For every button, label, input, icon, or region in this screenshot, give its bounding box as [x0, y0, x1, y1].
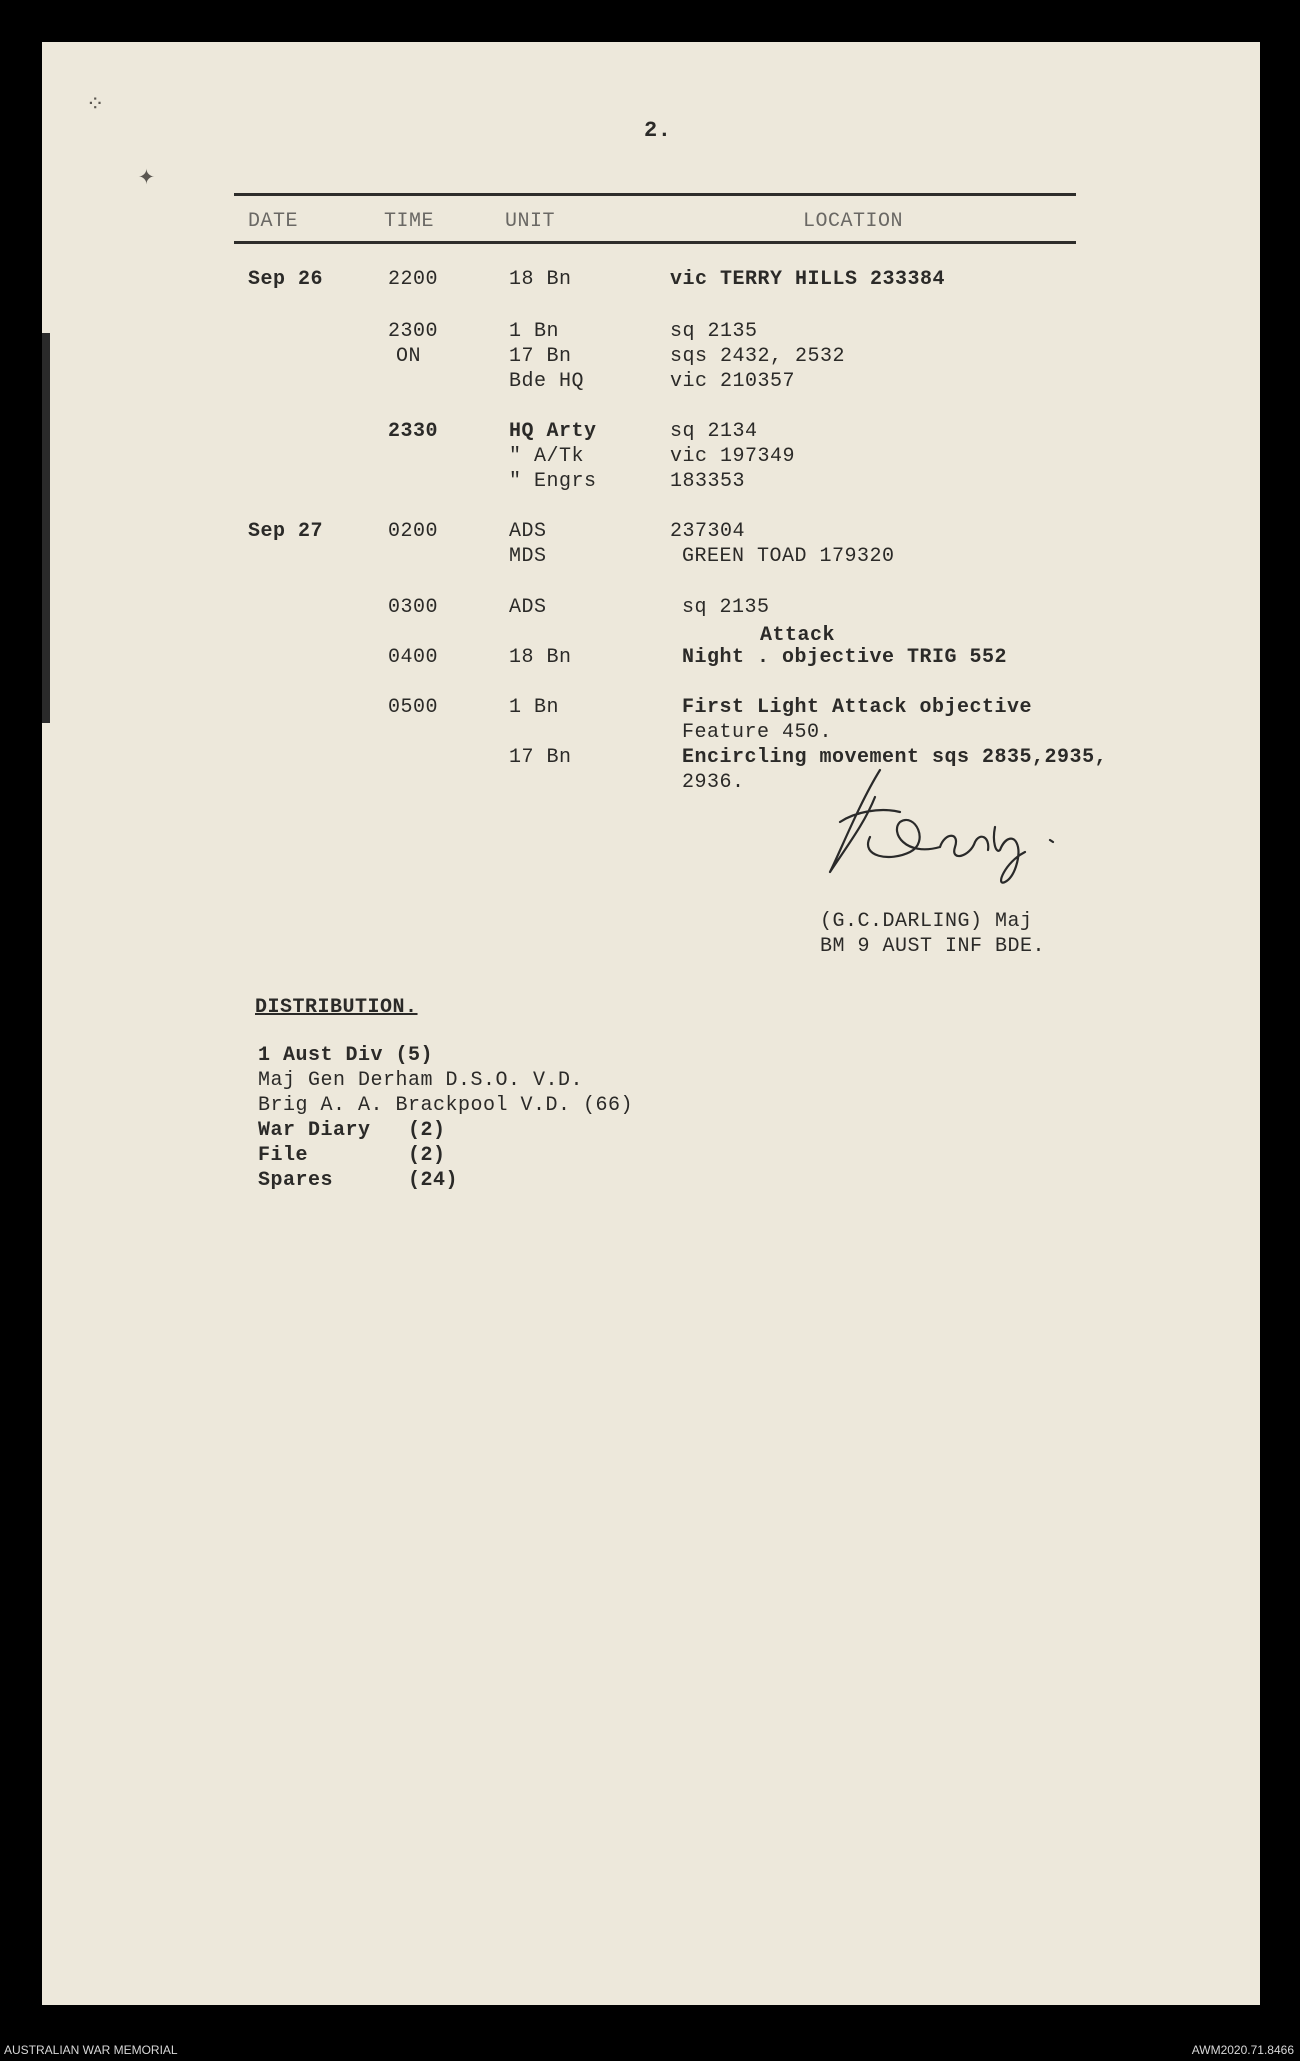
header-date: DATE [248, 210, 299, 233]
cell-time: 2300 [388, 320, 439, 343]
footer-source: AUSTRALIAN WAR MEMORIAL [4, 2043, 178, 2057]
handwritten-signature [820, 762, 1090, 892]
cell-time: 2330 [388, 420, 439, 443]
cell-location: vic 197349 [670, 445, 796, 468]
cell-location: vic TERRY HILLS 233384 [670, 268, 946, 291]
signatory-title: BM 9 AUST INF BDE. [820, 935, 1046, 958]
distribution-item: Spares (24) [258, 1169, 459, 1192]
cell-unit: 18 Bn [509, 268, 572, 291]
cell-time: 0400 [388, 646, 439, 669]
document-page [42, 42, 1260, 2005]
distribution-item: War Diary (2) [258, 1119, 446, 1142]
cell-unit: ADS [509, 596, 547, 619]
cell-unit: ADS [509, 520, 547, 543]
signatory-name: (G.C.DARLING) Maj [820, 910, 1033, 933]
cell-date: Sep 27 [248, 520, 324, 543]
table-header-rule [234, 241, 1076, 244]
header-time: TIME [384, 210, 435, 233]
cell-unit: 1 Bn [509, 320, 560, 343]
cell-location: sq 2135 [670, 320, 758, 343]
cell-time: ON [396, 345, 422, 368]
cell-location: Encircling movement sqs 2835,2935, [682, 746, 1108, 769]
cell-location: 2936. [682, 771, 745, 794]
footer-reference: AWM2020.71.8466 [1191, 2043, 1294, 2057]
cell-unit: " A/Tk [509, 445, 585, 468]
distribution-heading: DISTRIBUTION. [255, 996, 418, 1019]
cell-location: First Light Attack objective [682, 696, 1033, 719]
cell-unit: HQ Arty [509, 420, 597, 443]
cell-date: Sep 26 [248, 268, 324, 291]
inserted-word: Attack [760, 624, 836, 647]
cell-location: Night . objective TRIG 552 [682, 646, 1008, 669]
cell-unit: MDS [509, 545, 547, 568]
cell-location: sq 2135 [682, 596, 770, 619]
distribution-item: Brig A. A. Brackpool V.D. (66) [258, 1094, 634, 1117]
distribution-item: File (2) [258, 1144, 446, 1167]
cell-unit: 18 Bn [509, 646, 572, 669]
header-location: LOCATION [803, 210, 904, 233]
cell-unit: Bde HQ [509, 370, 585, 393]
cell-unit: " Engrs [509, 470, 597, 493]
cell-time: 0300 [388, 596, 439, 619]
cell-location: Feature 450. [682, 721, 833, 744]
table-top-rule [234, 193, 1076, 196]
staple-hole-mark: ⁘ [86, 93, 105, 118]
page-number: 2. [644, 118, 672, 143]
cell-location: vic 210357 [670, 370, 796, 393]
distribution-item: Maj Gen Derham D.S.O. V.D. [258, 1069, 584, 1092]
cell-location: GREEN TOAD 179320 [682, 545, 895, 568]
cell-unit: 1 Bn [509, 696, 560, 719]
cell-unit: 17 Bn [509, 345, 572, 368]
header-unit: UNIT [505, 210, 556, 233]
cell-time: 2200 [388, 268, 439, 291]
cell-location: 183353 [670, 470, 746, 493]
punch-hole-mark: ✦ [138, 162, 155, 193]
cell-location: sqs 2432, 2532 [670, 345, 846, 368]
distribution-item: 1 Aust Div (5) [258, 1044, 434, 1067]
page-edge-shadow [42, 333, 50, 723]
cell-time: 0200 [388, 520, 439, 543]
cell-location: 237304 [670, 520, 746, 543]
cell-unit: 17 Bn [509, 746, 572, 769]
cell-time: 0500 [388, 696, 439, 719]
cell-location: sq 2134 [670, 420, 758, 443]
